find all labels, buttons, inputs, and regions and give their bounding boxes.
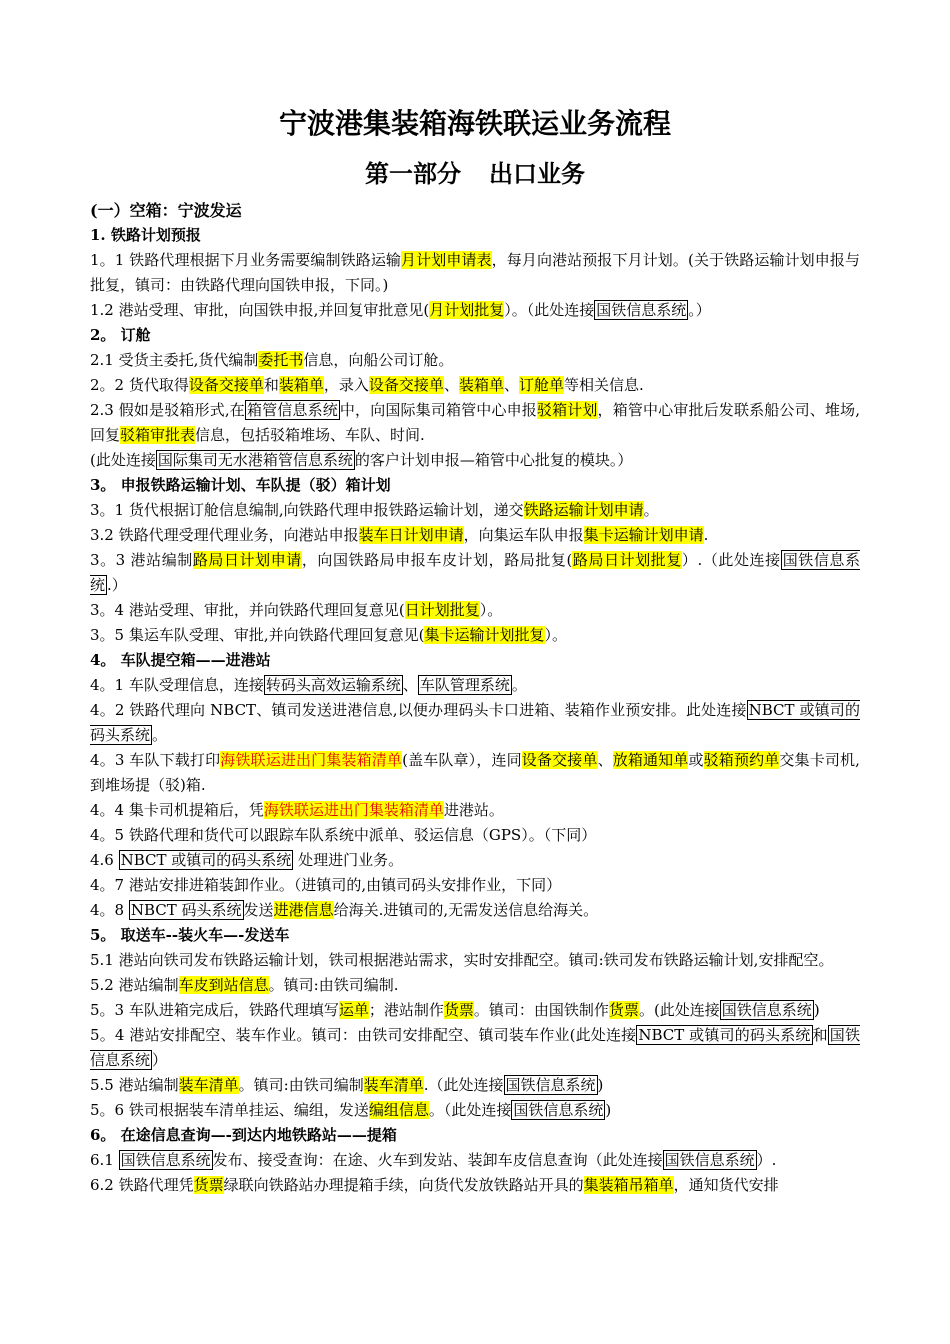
text-segment: 。） [688,301,711,319]
text-segment: ）。 [544,626,568,644]
step-heading [90,223,860,248]
text-segment: 绿联向铁路站办理提箱手续，向货代发放铁路站开具的 [223,1176,584,1194]
text-segment: 5。 取送车--装火车—-发送车 [90,926,290,944]
paragraph [90,498,860,523]
text-segment: 处理进门业务。 [293,851,404,869]
text-segment: ，录入 [323,376,369,394]
text-segment: 4。 车队提空箱——进港站 [90,651,271,669]
text-segment: 5。6 铁司根据装车清单挂运、编组，发送 [90,1101,369,1119]
text-segment: 4。8 [90,901,129,919]
paragraph [90,623,860,648]
paragraph [90,873,860,898]
text-segment: 2。 订舱 [90,326,151,344]
highlighted-term: 编组信息 [368,1101,429,1119]
system-link-box: 国铁信息系统 [721,1001,812,1019]
highlighted-term: 驳箱计划 [536,401,598,419]
highlighted-term: 设备交接单 [521,751,598,769]
highlighted-term: 装车清单 [178,1076,239,1094]
text-segment: 3。4 港站受理、审批，并向铁路代理回复意见( [90,601,405,619]
paragraph [90,523,860,548]
text-segment: 3。1 货代根据订舱信息编制,向铁路代理申报铁路运输计划，递交 [90,501,524,519]
highlighted-term: 运单 [338,1001,369,1019]
highlighted-term: 集卡运输计划申请 [583,526,704,544]
text-segment: 6.2 铁路代理凭 [90,1176,194,1194]
text-segment: 。镇司:由铁司编制. [268,976,399,994]
text-segment: ，向集运车队申报 [463,526,584,544]
part-name: 出口业务 [489,159,585,188]
text-segment: ）.（此处连接 [681,551,781,569]
part-number: 第一部分 [365,159,461,188]
text-segment: 5.2 港站编制 [90,976,179,994]
text-segment: 和 [263,376,279,394]
text-segment: (此处连接 [90,451,156,469]
text-segment: 、 [597,751,613,769]
paragraph [90,373,860,398]
highlighted-term: 集装箱吊箱单 [583,1176,674,1194]
text-segment: . [703,526,709,544]
paragraph [90,248,860,298]
text-segment: .（此处连接 [423,1076,504,1094]
document-body [90,223,860,1198]
text-segment: 或 [688,751,704,769]
text-segment: 。(此处连接 [638,1001,720,1019]
text-segment: 6。 在途信息查询—-到达内地铁路站——提箱 [90,1126,397,1144]
text-segment: 、 [443,376,459,394]
highlighted-term: 路局日计划批复 [572,551,682,569]
paragraph [90,698,860,748]
paragraph [90,898,860,923]
system-link-box: NBCT 或镇司的码头系统 [120,851,292,869]
paragraph [90,673,860,698]
text-segment: 发布、接受查询：在途、火车到发站、装卸车皮信息查询（此处连接 [212,1151,663,1169]
text-segment: 5。4 港站安排配空、装车作业。镇司：由铁司安排配空、镇司装车作业(此处连接 [90,1026,637,1044]
highlighted-red-term: 海铁联运进出门集装箱清单 [220,751,403,769]
system-link-box: 国铁信息系统 [90,551,860,594]
text-segment: 2。2 货代取得 [90,376,189,394]
paragraph [90,298,860,323]
system-link-box: 国铁信息系统 [120,1151,211,1169]
highlighted-term: 装箱单 [278,376,324,394]
text-segment: 4.6 [90,851,119,869]
text-segment: 4。4 集卡司机提箱后，凭 [90,801,264,819]
highlighted-term: 集卡运输计划批复 [424,626,545,644]
text-segment: 。镇司：由国铁制作 [473,1001,609,1019]
system-link-box: 国铁信息系统 [513,1101,604,1119]
text-segment: ，向国铁路局申报车皮计划，路局批复( [301,551,573,569]
system-link-box: NBCT 码头系统 [130,901,242,919]
text-segment: 。 [152,726,168,744]
highlighted-term: 货票 [608,1001,639,1019]
text-segment: 2.1 受货主委托,货代编制 [90,351,259,369]
text-segment: ，每月向港站预报下月计划。(关于铁路运输计划申报与批复，镇司：由铁路代理向国铁申报，下同。) [90,251,860,294]
highlighted-term: 订舱单 [518,376,564,394]
text-segment: 等相关信息. [564,376,644,394]
step-heading [90,323,860,348]
text-segment: 3。 申报铁路运输计划、车队提（驳）箱计划 [90,476,391,494]
text-segment: 中，向国际集司箱管中心申报 [339,401,537,419]
paragraph [90,1073,860,1098]
paragraph [90,973,860,998]
highlighted-term: 进港信息 [273,901,334,919]
text-segment: ）。 [479,601,503,619]
text-segment: 发送 [243,901,274,919]
document-title: 宁波港集装箱海铁联运业务流程 [278,107,671,140]
text-segment: 4。3 车队下载打印 [90,751,221,769]
step-heading [90,648,860,673]
text-segment: 。镇司:由铁司编制 [238,1076,364,1094]
highlighted-term: 驳箱审批表 [120,426,196,444]
text-segment: 和 [812,1026,828,1044]
highlighted-term: 驳箱预约单 [703,751,780,769]
step-heading [90,1123,860,1148]
highlighted-term: 装箱单 [458,376,504,394]
highlighted-term: 设备交接单 [188,376,264,394]
text-segment: 6.1 [90,1151,119,1169]
text-segment: 4。5 铁路代理和货代可以跟踪车队系统中派单、驳运信息（GPS）。（下同） [90,826,597,844]
paragraph [90,348,860,373]
text-segment: 1. 铁路计划预报 [90,226,201,244]
paragraph [90,748,860,798]
text-segment: 。（此处连接 [428,1101,512,1119]
system-link-box: NBCT 或镇司的码头系统 [90,701,860,744]
highlighted-red-term: 海铁联运进出门集装箱清单 [263,801,444,819]
highlighted-term: 货票 [193,1176,224,1194]
text-segment: 、 [402,676,418,694]
text-segment: ）。（此处连接 [504,301,595,319]
text-segment: 信息，向船公司订舱。 [303,351,454,369]
text-segment: 2.3 假如是驳箱形式,在 [90,401,245,419]
text-segment: ；港站制作 [368,1001,444,1019]
highlighted-term: 月计划申请表 [401,251,492,269]
text-segment: 5.5 港站编制 [90,1076,179,1094]
system-link-box: 国际集司无水港箱管信息系统 [157,451,353,469]
paragraph [90,398,860,448]
system-link-box: 国铁信息系统 [90,1026,860,1069]
text-segment: 5。3 车队进箱完成后，铁路代理填写 [90,1001,339,1019]
paragraph [90,1023,860,1073]
text-segment: 3。5 集运车队受理、审批,并向铁路代理回复意见( [90,626,425,644]
text-segment: 交集卡司机,到堆场提（驳)箱. [90,751,860,794]
paragraph [90,1148,860,1173]
text-segment: ) [605,1101,612,1119]
step-heading [90,923,860,948]
system-link-box: 国铁信息系统 [664,1151,755,1169]
text-segment: ) [597,1076,604,1094]
paragraph [90,798,860,823]
part-heading [90,154,860,194]
highlighted-term: 车皮到站信息 [178,976,269,994]
paragraph [90,1098,860,1123]
paragraph [90,448,860,473]
text-segment: 1。1 铁路代理根据下月业务需要编制铁路运输 [90,251,402,269]
text-segment: 进港站。 [443,801,504,819]
text-segment: 5.1 港站向铁司发布铁路运输计划，铁司根据港站需求，实时安排配空。镇司:铁司发布铁路运输计划,安排配空。 [90,951,834,969]
text-segment: ) [813,1001,820,1019]
text-segment: 4。2 铁路代理向 NBCT、镇司发送进港信息,以便办理码头卡口进箱、装箱作业预安排。此处连接 [90,701,747,719]
text-segment: 3.2 铁路代理受理代理业务，向港站申报 [90,526,359,544]
text-segment: ）. [756,1151,777,1169]
section-heading: (一）空箱：宁波发运 [90,201,242,220]
text-segment: 的客户计划申报—箱管中心批复的模块。） [354,451,633,469]
paragraph [90,848,860,873]
text-segment: 信息，包括驳箱堆场、车队、时间. [195,426,425,444]
text-segment: 3。3 港站编制 [90,551,193,569]
text-segment: 4。1 车队受理信息，连接 [90,676,264,694]
system-link-box: 国铁信息系统 [505,1076,596,1094]
step-heading [90,473,860,498]
highlighted-term: 设备交接单 [368,376,444,394]
highlighted-term: 装车清单 [363,1076,424,1094]
text-segment: 、 [503,376,519,394]
text-segment: (盖车队章），连同 [402,751,522,769]
text-segment: ，通知货代安排 [673,1176,779,1194]
paragraph [90,948,860,973]
highlighted-term: 装车日计划申请 [358,526,464,544]
system-link-box: 车队管理系统 [419,676,510,694]
system-link-box: 转码头高效运输系统 [265,676,401,694]
text-segment: 。 [511,676,527,694]
paragraph [90,598,860,623]
document-page [90,102,860,1198]
paragraph [90,823,860,848]
highlighted-term: 月计划批复 [429,301,505,319]
paragraph [90,998,860,1023]
highlighted-term: 货票 [443,1001,474,1019]
system-link-box: 国铁信息系统 [596,301,687,319]
text-segment: ） [152,1051,168,1069]
highlighted-term: 日计划批复 [404,601,480,619]
highlighted-term: 路局日计划申请 [192,551,302,569]
system-link-box: 箱管信息系统 [246,401,338,419]
text-segment: .） [107,576,127,594]
highlighted-term: 放箱通知单 [612,751,689,769]
paragraph [90,548,860,598]
system-link-box: NBCT 或镇司的码头系统 [638,1026,811,1044]
text-segment: ，箱管中心审批后发联系船公司、堆场,回复 [90,401,860,444]
text-segment: 给海关.进镇司的,无需发送信息给海关。 [333,901,599,919]
text-segment: 。 [643,501,659,519]
text-segment: 1.2 港站受理、审批，向国铁申报,并回复审批意见( [90,301,430,319]
highlighted-term: 委托书 [258,351,304,369]
paragraph [90,1173,860,1198]
highlighted-term: 铁路运输计划申请 [523,501,644,519]
text-segment: 4。7 港站安排进箱装卸作业。（进镇司的,由镇司码头安排作业，下同） [90,876,562,894]
